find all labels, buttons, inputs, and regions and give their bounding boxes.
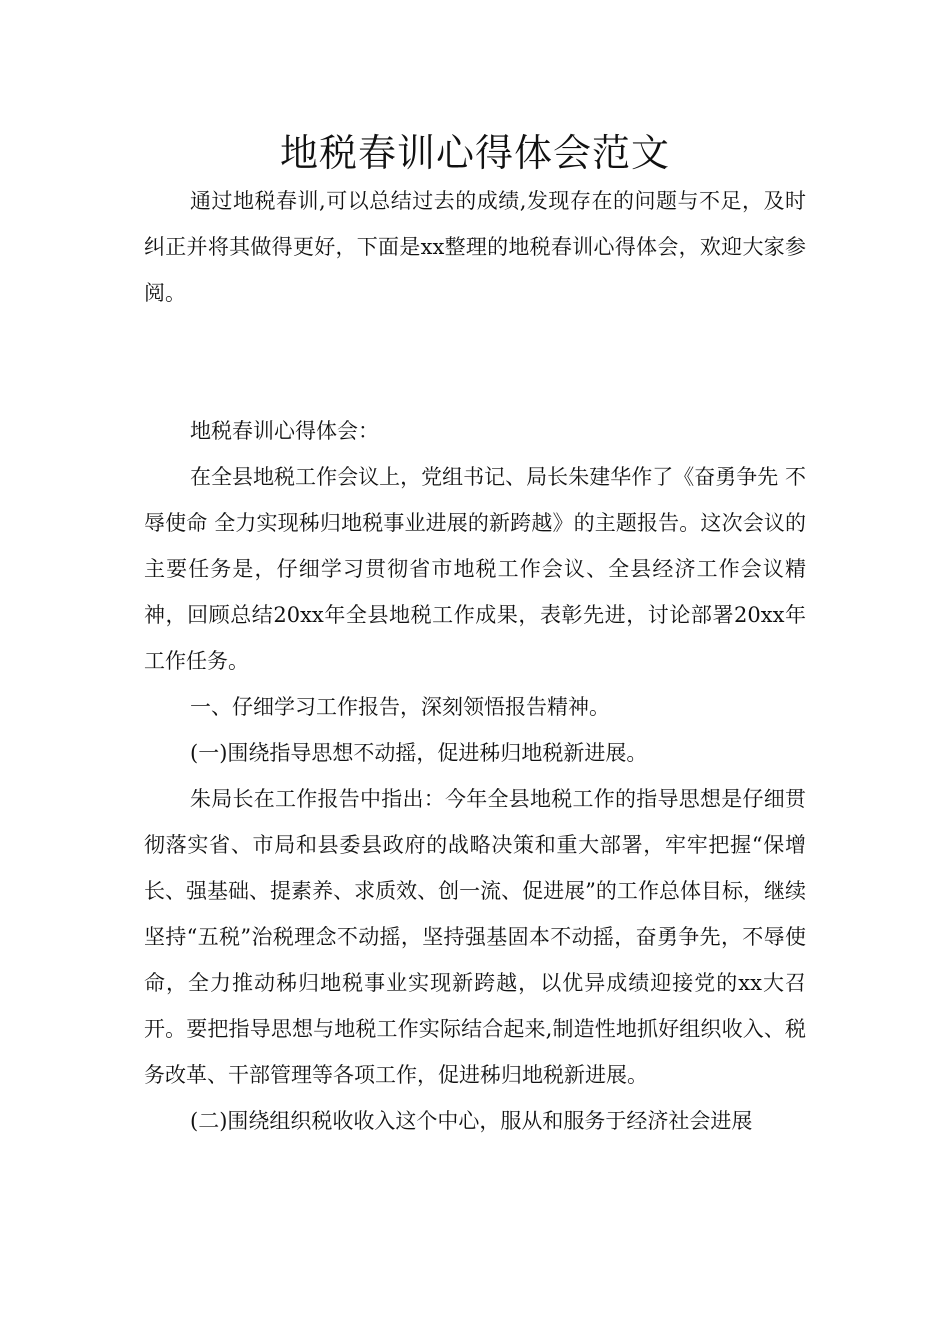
body-paragraph: 在全县地税工作会议上，党组书记、局长朱建华作了《奋勇争先 不辱使命 全力实现秭归地税事业进展的新跨越》的主题报告。这次会议的主要任务是，仔细学习贯彻省市地税工作会议、全县经济工作会议精神，回顾总结20xx年全县地税工作成果，表彰先进，讨论部署20xx年工作任务。 (144, 465, 806, 673)
intro-paragraph: 通过地税春训,可以总结过去的成绩,发现存在的问题与不足，及时纠正并将其做得更好，下面是xx整理的地税春训心得体会，欢迎大家参阅。 (144, 189, 806, 305)
body-paragraph: 朱局长在工作报告中指出：今年全县地税工作的指导思想是仔细贯彻落实省、市局和县委县政府的战略决策和重大部署，牢牢把握“保增长、强基础、提素养、求质效、创一流、促进展”的工作总体目标，继续坚持“五税”治税理念不动摇，坚持强基固本不动摇，奋勇争先，不辱使命，全力推动秭归地税事业实现新跨越，以优异成绩迎接党的xx大召开。要把指导思想与地税工作实际结合起来,制造性地抓好组织收入、税务改革、干部管理等各项工作，促进秭归地税新进展。 (144, 787, 806, 1087)
paragraph-gap (144, 316, 806, 408)
document-body (144, 178, 806, 1144)
section-heading: 地税春训心得体会： (190, 419, 379, 443)
document-title: 地税春训心得体会范文 (279, 131, 670, 175)
body-paragraph: (一)围绕指导思想不动摇，促进秭归地税新进展。 (190, 741, 648, 765)
body-paragraph: (二)围绕组织税收收入这个中心，服从和服务于经济社会进展 (190, 1109, 753, 1133)
body-paragraph: 一、仔细学习工作报告，深刻领悟报告精神。 (190, 695, 610, 719)
